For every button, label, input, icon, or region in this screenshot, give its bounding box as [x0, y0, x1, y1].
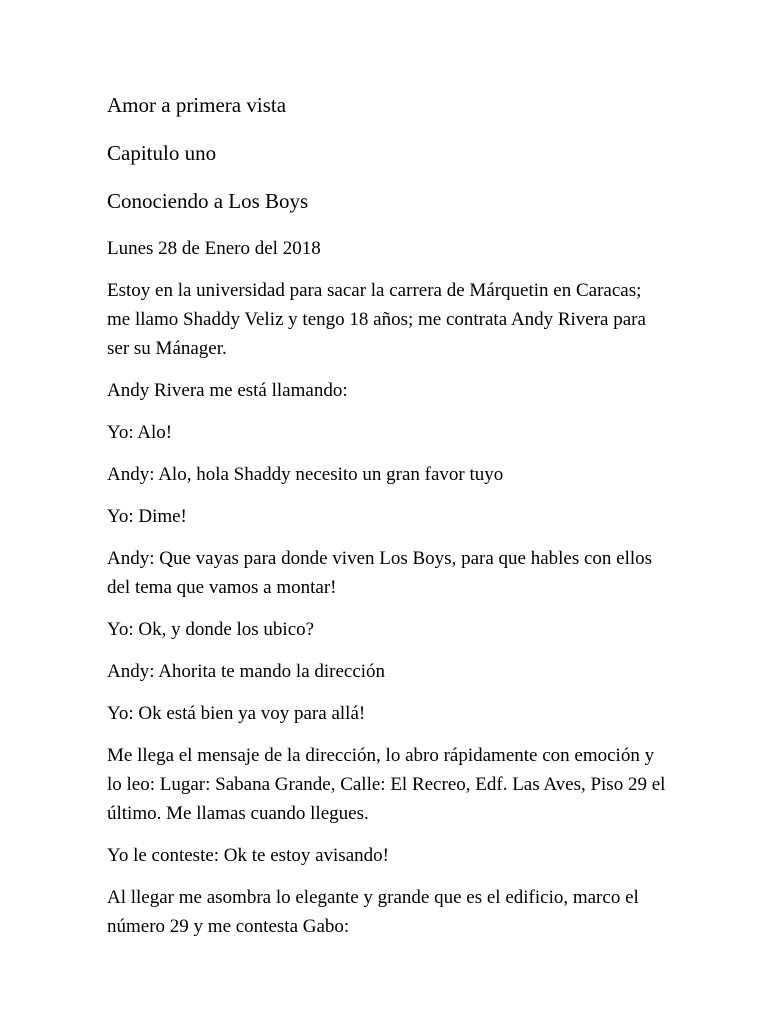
paragraph: Andy: Que vayas para donde viven Los Boys, para que hables con ellos del tema que vamos a montar!	[107, 548, 653, 598]
paragraph: Andy: Ahorita te mando la dirección	[107, 661, 386, 682]
paragraph: Yo: Ok está bien ya voy para allá!	[107, 703, 366, 724]
paragraph: Yo: Dime!	[107, 506, 187, 527]
paragraph: Yo le conteste: Ok te estoy avisando!	[107, 845, 389, 866]
chapter-title: Conociendo a Los Boys	[107, 189, 309, 213]
document-title: Amor a primera vista	[107, 93, 287, 117]
document-page	[107, 90, 667, 954]
paragraph: Andy Rivera me está llamando:	[107, 380, 348, 401]
paragraph: Yo: Ok, y donde los ubico?	[107, 619, 315, 640]
paragraph: Me llega el mensaje de la dirección, lo abro rápidamente con emoción y lo leo: Lugar: Sabana Grande, Calle: El Recreo, Edf. Las Aves, Piso 29 el último. Me llamas cuando llegues.	[107, 745, 666, 824]
date-line: Lunes 28 de Enero del 2018	[107, 238, 321, 259]
paragraph: Andy: Alo, hola Shaddy necesito un gran favor tuyo	[107, 464, 504, 485]
chapter-label: Capitulo uno	[107, 141, 217, 165]
paragraph: Al llegar me asombra lo elegante y grande que es el edificio, marco el número 29 y me contesta Gabo:	[107, 887, 639, 937]
paragraph: Yo: Alo!	[107, 422, 173, 443]
paragraph: Estoy en la universidad para sacar la carrera de Márquetin en Caracas; me llamo Shaddy Veliz y tengo 18 años; me contrata Andy Rivera para ser su Mánager.	[107, 280, 646, 359]
